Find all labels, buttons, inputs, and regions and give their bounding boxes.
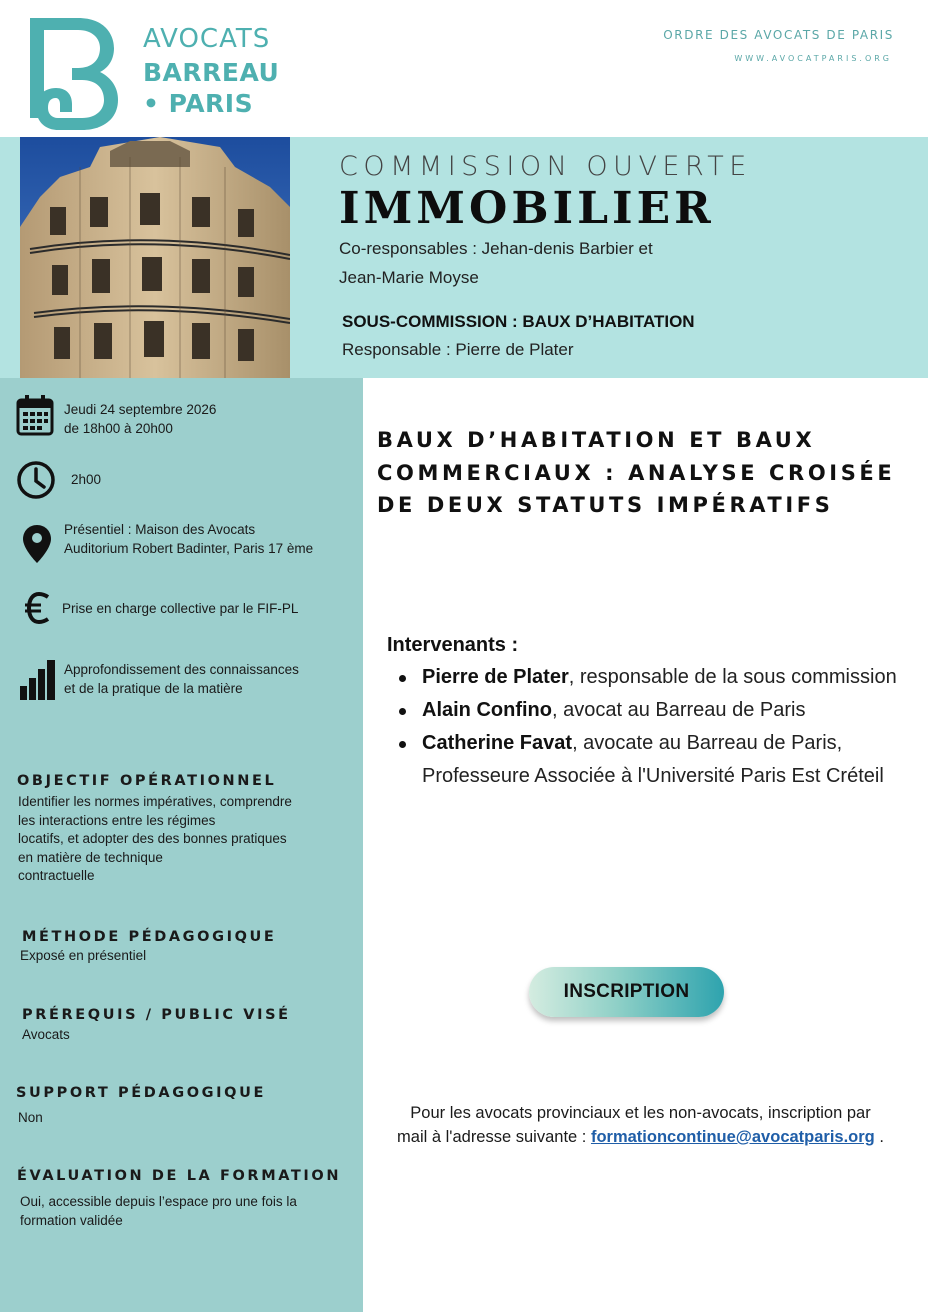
- intervenants-section: [387, 634, 907, 793]
- website-link[interactable]: WWW.AVOCATPARIS.ORG: [734, 54, 892, 63]
- location-pin-icon: [22, 524, 52, 564]
- inscription-note: [368, 1101, 913, 1149]
- info-date-text: [64, 400, 216, 438]
- intervenants-heading: Intervenants :: [387, 634, 519, 656]
- brand-wordmark: [143, 26, 279, 116]
- bar-chart-icon: [20, 658, 58, 702]
- commission-banner: [0, 137, 928, 378]
- co-responsables-line2: Jean-Marie Moyse: [339, 268, 479, 288]
- inscription-note-suffix: .: [874, 1128, 884, 1146]
- building-photo: [20, 137, 290, 378]
- sous-commission-responsable: Responsable : Pierre de Plater: [342, 340, 574, 359]
- ordre-label: ORDRE DES AVOCATS DE PARIS: [663, 28, 894, 42]
- duration-text: 2h00: [71, 472, 102, 487]
- objectif-heading: OBJECTIF OPÉRATIONNEL: [17, 773, 277, 789]
- evaluation-heading: ÉVALUATION DE LA FORMATION: [17, 1168, 342, 1184]
- inscription-note-line1: Pour les avocats provinciaux et les non-avocats, inscription par: [410, 1104, 871, 1122]
- course-title: BAUX D’HABITATION ET BAUX COMMERCIAUX : ANALYSE CROISÉE DE DEUX STATUTS IMPÉRATIFS: [377, 428, 896, 517]
- co-responsables-line1: Co-responsables : Jehan-denis Barbier et: [339, 239, 653, 259]
- inscription-note-prefix: mail à l'adresse suivante :: [397, 1128, 591, 1146]
- inscription-note-line2: [368, 1125, 913, 1149]
- location-line1: Présentiel : Maison des Avocats: [64, 522, 256, 537]
- intervenant-role: , avocat au Barreau de Paris: [551, 699, 806, 721]
- prerequis-body: Avocats: [22, 1027, 70, 1042]
- location-line2: Auditorium Robert Badinter, Paris 17 ème: [64, 541, 314, 556]
- euro-icon: [24, 592, 52, 624]
- level-line2: et de la pratique de la matière: [64, 681, 243, 696]
- sous-commission: [342, 312, 695, 360]
- funding-text: Prise en charge collective par le FIF-PL: [62, 601, 299, 616]
- methode-body: Exposé en présentiel: [20, 948, 147, 963]
- intervenant-item: [387, 661, 907, 694]
- inscription-button[interactable]: INSCRIPTION: [529, 967, 724, 1017]
- banner-text: [339, 151, 752, 292]
- commission-title: IMMOBILIER: [339, 183, 715, 234]
- intervenant-name: Catherine Favat: [422, 732, 573, 754]
- intervenant-item: [387, 727, 907, 793]
- level-line1: Approfondissement des connaissances: [64, 662, 299, 677]
- intervenants-list: [387, 661, 907, 793]
- brand-line-avocats: AVOCATS: [143, 24, 271, 54]
- details-sidebar: [0, 378, 363, 1312]
- intervenant-name: Pierre de Plater: [422, 666, 569, 688]
- location-text: [64, 520, 313, 558]
- barreau-logo: [26, 14, 122, 134]
- intervenant-item: [387, 694, 907, 727]
- inscription-email-link[interactable]: formationcontinue@avocatparis.org: [590, 1128, 875, 1146]
- support-heading: SUPPORT PÉDAGOGIQUE: [16, 1085, 266, 1101]
- clock-icon: [16, 460, 56, 500]
- time-line: de 18h00 à 20h00: [64, 421, 173, 436]
- brand-line-paris: • PARIS: [143, 89, 254, 118]
- prerequis-heading: PRÉREQUIS / PUBLIC VISÉ: [22, 1007, 291, 1023]
- methode-heading: MÉTHODE PÉDAGOGIQUE: [22, 929, 277, 945]
- intervenant-name: Alain Confino: [422, 699, 552, 721]
- intervenant-role: , avocate au Barreau de Paris, Professeure Associée à l'Université Paris Est Créteil: [422, 732, 884, 787]
- evaluation-body: Oui, accessible depuis l’espace pro une fois la formation validée: [20, 1194, 297, 1228]
- co-responsables: [339, 234, 752, 292]
- calendar-icon: [16, 394, 54, 436]
- header: [0, 0, 928, 137]
- support-body: Non: [18, 1110, 43, 1125]
- brand-line-barreau: BARREAU: [143, 58, 280, 87]
- date-line: Jeudi 24 septembre 2026: [64, 402, 217, 417]
- sous-commission-title: SOUS-COMMISSION : BAUX D’HABITATION: [342, 312, 695, 331]
- intervenant-role: , responsable de la sous commission: [568, 666, 897, 688]
- commission-kicker: COMMISSION OUVERTE: [339, 151, 752, 182]
- objectif-body: Identifier les normes impératives, comprendre les interactions entre les régimes locatifs, et adopter des des bonnes pratiques en matière de technique contractuelle: [18, 794, 292, 883]
- level-text: [64, 660, 299, 698]
